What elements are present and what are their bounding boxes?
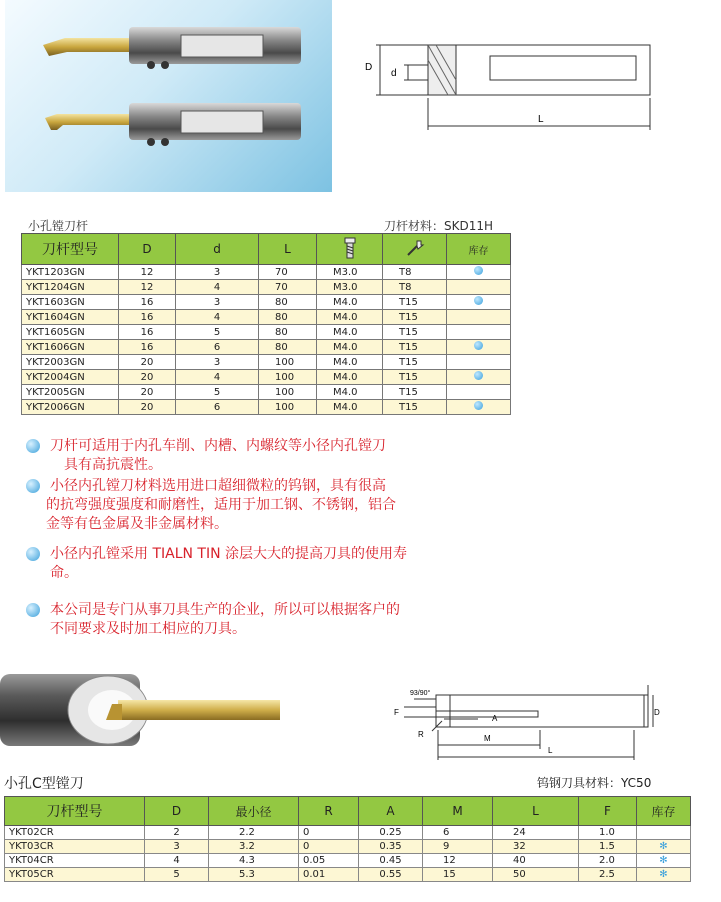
table-row xyxy=(22,385,511,400)
key-cell: T15 xyxy=(383,310,447,325)
bullet-3 xyxy=(26,545,516,583)
bullet-dot-icon xyxy=(26,439,40,453)
L-cell: 100 xyxy=(259,385,317,400)
key-cell: T15 xyxy=(383,295,447,310)
model-cell: YKT2006GN xyxy=(22,400,119,415)
D-cell: 20 xyxy=(119,400,176,415)
screw-cell: M4.0 xyxy=(317,355,383,370)
model-cell: YKT1204GN xyxy=(22,280,119,295)
R-cell: 0 xyxy=(299,826,359,840)
key-cell: T15 xyxy=(383,385,447,400)
bullet-dot-icon xyxy=(26,547,40,561)
D-cell: 2 xyxy=(145,826,209,840)
model-cell: YKT1203GN xyxy=(22,265,119,280)
F-cell: 1.5 xyxy=(579,840,637,854)
d-cell: 4 xyxy=(176,310,259,325)
screw-cell: M4.0 xyxy=(317,340,383,355)
d-cell: 6 xyxy=(176,340,259,355)
boring-bar-spec-table xyxy=(21,233,511,415)
boring-bar-2 xyxy=(45,103,301,146)
L-cell: 80 xyxy=(259,310,317,325)
header-stock: 库存 xyxy=(447,234,511,265)
D-cell: 16 xyxy=(119,295,176,310)
bullet-line: 的抗弯强度强度和耐磨性，适用于加工钢、不锈钢，铝合 xyxy=(46,497,396,513)
D-cell: 16 xyxy=(119,310,176,325)
stock-cell xyxy=(447,385,511,400)
screw-cell: M3.0 xyxy=(317,265,383,280)
model-cell: YKT05CR xyxy=(5,868,145,882)
A-cell: 0.45 xyxy=(359,854,423,868)
stock-cell xyxy=(447,355,511,370)
F-cell: 2.5 xyxy=(579,868,637,882)
table-row xyxy=(22,355,511,370)
dim-label-d: d xyxy=(391,68,397,79)
stock-cell xyxy=(637,854,691,868)
d-cell: 3 xyxy=(176,355,259,370)
model-cell: YKT04CR xyxy=(5,854,145,868)
d-cell: 3 xyxy=(176,295,259,310)
dim-label-R: R xyxy=(418,730,424,739)
header-d: d xyxy=(176,234,259,265)
stock-cell xyxy=(447,295,511,310)
c-type-boring-tool-photo xyxy=(0,668,290,748)
header-screw xyxy=(317,234,383,265)
M-cell: 12 xyxy=(423,854,493,868)
header-L: L xyxy=(259,234,317,265)
key-cell: T8 xyxy=(383,280,447,295)
dim-label-L: L xyxy=(538,114,544,125)
screw-cell: M4.0 xyxy=(317,385,383,400)
F-cell: 2.0 xyxy=(579,854,637,868)
stock-cell xyxy=(447,325,511,340)
L-cell: 40 xyxy=(493,854,579,868)
D-cell: 5 xyxy=(145,868,209,882)
boring-bar-drawing xyxy=(360,40,660,135)
min-diameter-cell: 2.2 xyxy=(209,826,299,840)
header-R: R xyxy=(299,797,359,826)
bullet-1 xyxy=(26,437,516,475)
model-cell: YKT1606GN xyxy=(22,340,119,355)
header-A: A xyxy=(359,797,423,826)
header-model: 刀杆型号 xyxy=(5,797,145,826)
stock-cell xyxy=(637,826,691,840)
key-cell: T15 xyxy=(383,340,447,355)
bullet-line: 本公司是专门从事刀具生产的企业，所以可以根据客户的 xyxy=(50,602,400,618)
header-wrench xyxy=(383,234,447,265)
bullet-line: 小径内孔镗刀材料选用进口超细微粒的钨钢，具有很高 xyxy=(50,478,386,494)
L-cell: 70 xyxy=(259,265,317,280)
bullet-4 xyxy=(26,601,516,639)
key-cell: T15 xyxy=(383,355,447,370)
section-title: 小孔镗刀杆 xyxy=(28,219,89,233)
table-row xyxy=(22,280,511,295)
screw-cell: M4.0 xyxy=(317,295,383,310)
d-cell: 4 xyxy=(176,280,259,295)
stock-cell xyxy=(447,280,511,295)
model-cell: YKT2005GN xyxy=(22,385,119,400)
L-cell: 80 xyxy=(259,325,317,340)
key-cell: T15 xyxy=(383,325,447,340)
dim-label-L: L xyxy=(548,746,553,755)
model-cell: YKT2003GN xyxy=(22,355,119,370)
dim-label-F: F xyxy=(394,708,399,717)
section-title-2: 小孔C型镗刀 xyxy=(4,776,84,792)
M-cell: 6 xyxy=(423,826,493,840)
key-cell: T8 xyxy=(383,265,447,280)
dim-label-D: D xyxy=(365,62,373,73)
table-row xyxy=(22,340,511,355)
d-cell: 3 xyxy=(176,265,259,280)
L-cell: 100 xyxy=(259,355,317,370)
min-diameter-cell: 3.2 xyxy=(209,840,299,854)
boring-bar-photo xyxy=(5,0,332,192)
d-cell: 5 xyxy=(176,325,259,340)
dim-label-angle: 93/90° xyxy=(410,690,431,697)
stock-cell xyxy=(637,868,691,882)
R-cell: 0 xyxy=(299,840,359,854)
D-cell: 3 xyxy=(145,840,209,854)
stock-cell xyxy=(447,340,511,355)
min-diameter-cell: 5.3 xyxy=(209,868,299,882)
header-model: 刀杆型号 xyxy=(22,234,119,265)
screw-icon xyxy=(343,237,357,259)
screw-cell: M4.0 xyxy=(317,310,383,325)
table-row xyxy=(22,295,511,310)
in-stock-star-icon: ✻ xyxy=(659,854,668,866)
header-D: D xyxy=(145,797,209,826)
R-cell: 0.05 xyxy=(299,854,359,868)
in-stock-dot-icon xyxy=(474,266,483,275)
in-stock-star-icon: ✻ xyxy=(659,840,668,852)
in-stock-dot-icon xyxy=(474,401,483,410)
in-stock-dot-icon xyxy=(474,296,483,305)
model-cell: YKT1603GN xyxy=(22,295,119,310)
stock-cell xyxy=(447,400,511,415)
material-note-2: 钨钢刀具材料：YC50 xyxy=(537,776,652,790)
L-cell: 80 xyxy=(259,295,317,310)
L-cell: 70 xyxy=(259,280,317,295)
L-cell: 32 xyxy=(493,840,579,854)
key-cell: T15 xyxy=(383,370,447,385)
screw-cell: M4.0 xyxy=(317,400,383,415)
in-stock-star-icon: ✻ xyxy=(659,868,668,880)
c-type-spec-table xyxy=(4,796,691,882)
bullet-line: 小径内孔镗采用 TIALN TIN 涂层大大的提高刀具的使用寿 xyxy=(50,546,408,562)
table-row xyxy=(22,265,511,280)
stock-cell xyxy=(637,840,691,854)
header-D: D xyxy=(119,234,176,265)
c-type-boring-tool-drawing xyxy=(388,685,663,763)
d-cell: 5 xyxy=(176,385,259,400)
D-cell: 20 xyxy=(119,355,176,370)
L-cell: 100 xyxy=(259,370,317,385)
table-row xyxy=(5,868,691,882)
table-row xyxy=(5,826,691,840)
L-cell: 50 xyxy=(493,868,579,882)
L-cell: 24 xyxy=(493,826,579,840)
model-cell: YKT1605GN xyxy=(22,325,119,340)
bullet-line: 不同要求及时加工相应的刀具。 xyxy=(50,621,246,637)
d-cell: 4 xyxy=(176,370,259,385)
bullet-line: 具有高抗震性。 xyxy=(64,457,162,473)
header-min-diameter: 最小径 xyxy=(209,797,299,826)
model-cell: YKT03CR xyxy=(5,840,145,854)
min-diameter-cell: 4.3 xyxy=(209,854,299,868)
D-cell: 4 xyxy=(145,854,209,868)
boring-bar-1 xyxy=(43,27,301,69)
dim-label-A: A xyxy=(492,714,498,723)
table-row xyxy=(5,854,691,868)
stock-cell xyxy=(447,265,511,280)
dim-label-D: D xyxy=(654,708,660,717)
stock-cell xyxy=(447,310,511,325)
L-cell: 100 xyxy=(259,400,317,415)
D-cell: 16 xyxy=(119,325,176,340)
screw-cell: M3.0 xyxy=(317,280,383,295)
bullet-line: 命。 xyxy=(50,565,78,581)
M-cell: 9 xyxy=(423,840,493,854)
table-row xyxy=(5,840,691,854)
wrench-icon xyxy=(405,238,425,258)
bullet-2 xyxy=(26,477,516,534)
bullet-dot-icon xyxy=(26,603,40,617)
dim-label-M: M xyxy=(484,734,491,743)
header-F: F xyxy=(579,797,637,826)
model-cell: YKT2004GN xyxy=(22,370,119,385)
table-row xyxy=(22,370,511,385)
screw-cell: M4.0 xyxy=(317,325,383,340)
table-row xyxy=(22,325,511,340)
bullet-line: 刀杆可适用于内孔车削、内槽、内螺纹等小径内孔镗刀 xyxy=(50,438,386,454)
table-row xyxy=(22,310,511,325)
bullet-dot-icon xyxy=(26,479,40,493)
model-cell: YKT02CR xyxy=(5,826,145,840)
material-note: 刀杆材料：SKD11H xyxy=(384,219,494,233)
in-stock-dot-icon xyxy=(474,341,483,350)
screw-cell: M4.0 xyxy=(317,370,383,385)
D-cell: 20 xyxy=(119,385,176,400)
R-cell: 0.01 xyxy=(299,868,359,882)
M-cell: 15 xyxy=(423,868,493,882)
in-stock-dot-icon xyxy=(474,371,483,380)
L-cell: 80 xyxy=(259,340,317,355)
stock-cell xyxy=(447,370,511,385)
D-cell: 16 xyxy=(119,340,176,355)
D-cell: 12 xyxy=(119,265,176,280)
header-stock: 库存 xyxy=(637,797,691,826)
bullet-line: 金等有色金属及非金属材料。 xyxy=(46,516,228,532)
A-cell: 0.25 xyxy=(359,826,423,840)
key-cell: T15 xyxy=(383,400,447,415)
table-row xyxy=(22,400,511,415)
D-cell: 12 xyxy=(119,280,176,295)
model-cell: YKT1604GN xyxy=(22,310,119,325)
D-cell: 20 xyxy=(119,370,176,385)
header-L: L xyxy=(493,797,579,826)
d-cell: 6 xyxy=(176,400,259,415)
A-cell: 0.55 xyxy=(359,868,423,882)
A-cell: 0.35 xyxy=(359,840,423,854)
header-M: M xyxy=(423,797,493,826)
F-cell: 1.0 xyxy=(579,826,637,840)
